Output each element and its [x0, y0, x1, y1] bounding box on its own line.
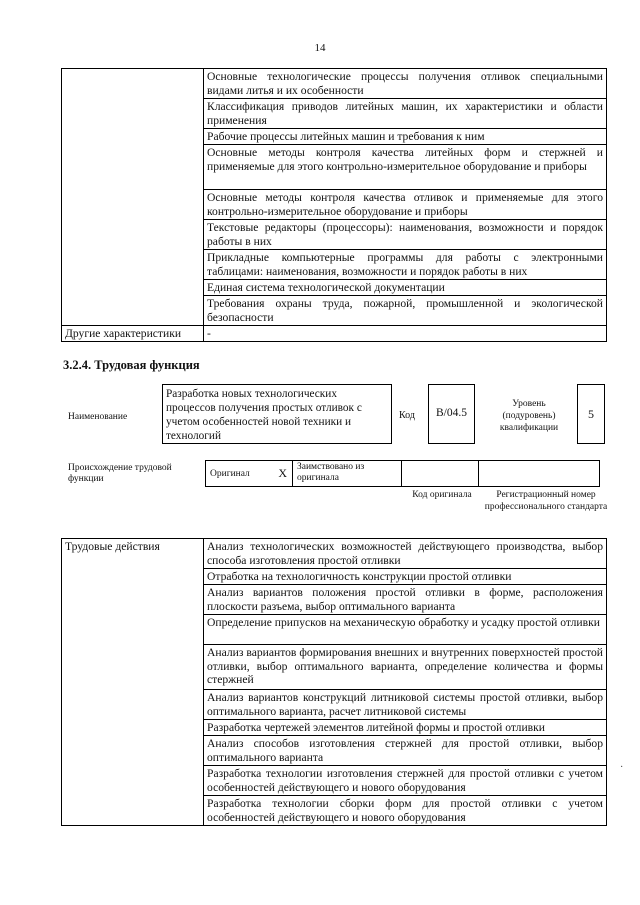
other-characteristics-label: Другие характеристики [62, 326, 204, 342]
knowledge-item: Прикладные компьютерные программы для работы с электронными таблицами: наименования, возможности и порядок работы в них [204, 250, 607, 280]
labor-action-item: Анализ вариантов конструкций литниковой системы простой отливки, выбор оптимального варианта, расчет литниковой системы [204, 690, 607, 720]
qualification-level-label: Уровень (подуровень) квалификации [499, 399, 559, 433]
section-heading: 3.2.4. Трудовая функция [63, 358, 200, 372]
code-label: Код [399, 410, 415, 421]
labor-action-item: Разработка чертежей элементов литейной формы и простой отливки [204, 720, 607, 736]
qualification-level-box: 5 [577, 384, 605, 444]
labor-action-item: Анализ технологических возможностей действующего производства, выбор способа изготовления простой отливки [204, 539, 607, 569]
labor-action-item: Разработка технологии изготовления стержней для простой отливки с учетом особенностей действующего и нового оборудования [204, 766, 607, 796]
labor-action-item: Анализ вариантов формирования внешних и внутренних поверхностей простой отливки, выбор оптимального варианта, определение количества и формы стержней [204, 645, 607, 690]
knowledge-item: Основные методы контроля качества отливок и применяемые для этого контрольно-измерительное оборудование и приборы [204, 190, 607, 220]
function-name-box: Разработка новых технологических процессов получения простых отливок с учетом особенностей новой техники и технологий [162, 384, 392, 444]
knowledge-item: Требования охраны труда, пожарной, промышленной и экологической безопасности [204, 296, 607, 326]
knowledge-item: Основные технологические процессы получения отливок специальными видами литья и их особенности [204, 69, 607, 99]
labor-action-item: Анализ способов изготовления стержней для простой отливки, выбор оптимального варианта [204, 736, 607, 766]
knowledge-item: Текстовые редакторы (процессоры): наименования, возможности и порядок работы в них [204, 220, 607, 250]
labor-action-item: Анализ вариантов положения простой отливки в форме, расположения плоскости разъема, выбор оптимального варианта [204, 585, 607, 615]
labor-action-item: Определение припусков на механическую обработку и усадку простой отливки [204, 615, 607, 645]
reg-number-label: Регистрационный номер профессионального стандарта [484, 490, 608, 512]
labor-actions-label: Трудовые действия [62, 539, 204, 826]
labor-action-item: Разработка технологии сборки форм для простой отливки с учетом особенностей действующего и нового оборудования [204, 796, 607, 826]
knowledge-item: Единая система технологической документации [204, 280, 607, 296]
original-cell [205, 460, 293, 487]
labor-action-item: Отработка на технологичность конструкции простой отливки [204, 569, 607, 585]
knowledge-table-left-cell [62, 69, 204, 326]
knowledge-item: Классификация приводов литейных машин, их характеристики и области применения [204, 99, 607, 129]
page-number: 14 [314, 42, 326, 54]
other-characteristics-value: - [204, 326, 607, 342]
knowledge-item: Рабочие процессы литейных машин и требования к ним [204, 129, 607, 145]
function-code-box: B/04.5 [428, 384, 475, 444]
reg-number-cell [478, 460, 600, 487]
knowledge-table [61, 68, 607, 342]
original-mark: X [278, 466, 287, 480]
origin-label: Происхождение трудовой функции [68, 463, 172, 484]
code-original-label: Код оригинала [412, 490, 472, 500]
origin-row [206, 460, 600, 487]
scan-mark: · [620, 762, 624, 773]
borrowed-cell: Заимствовано из оригинала [292, 460, 402, 487]
knowledge-item: Основные методы контроля качества литейных форм и стержней и применяемые для этого контрольно-измерительное оборудование и приборы [204, 145, 607, 190]
original-label: Оригинал [210, 468, 250, 479]
labor-actions-table [61, 538, 607, 826]
name-label: Наименование [68, 412, 128, 422]
code-original-cell [401, 460, 479, 487]
